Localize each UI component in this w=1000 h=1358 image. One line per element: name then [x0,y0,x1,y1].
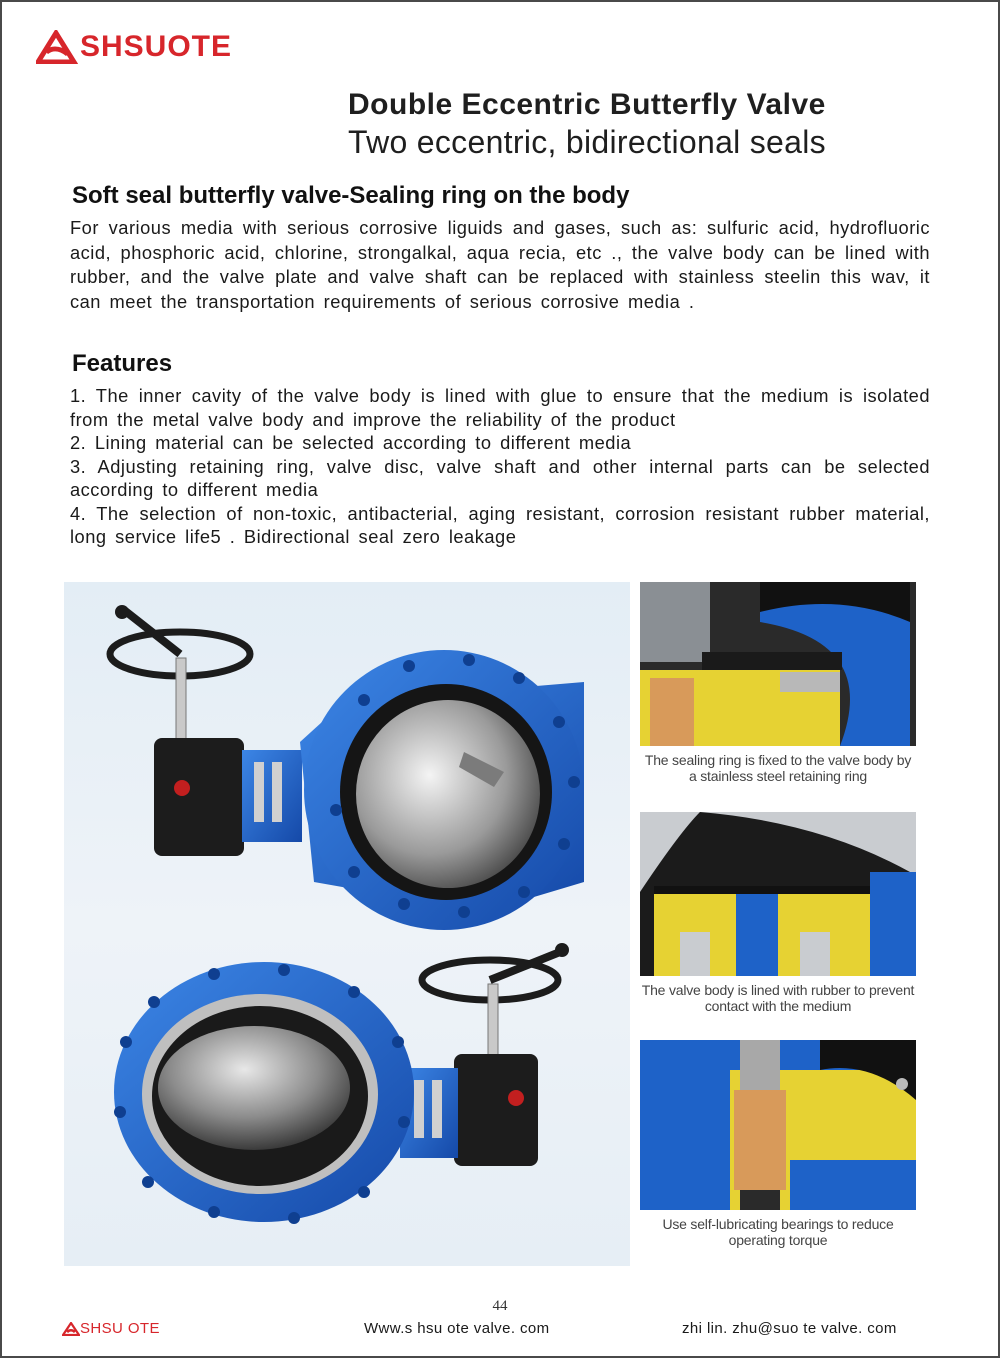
feature-item: 4. The selection of non-toxic, antibacterial, aging resistant, corrosion resistant rubber material, long service life5 . Bidirectional seal zero leakage [70,502,930,547]
footer-email[interactable]: zhi lin. zhu@suo te valve. com [682,1320,897,1337]
detail-bearings [640,1040,916,1262]
brand-triangle-icon [62,1322,80,1336]
section-heading-soft-seal: Soft seal butterfly valve-Sealing ring on the body [72,182,630,209]
brand-logo [36,30,232,64]
detail-caption: Use self-lubricating bearings to reduce operating torque [662,1216,894,1248]
product-photo [64,582,630,1266]
detail-retaining-ring [640,582,916,798]
footer-brand [62,1320,160,1337]
feature-item: 1. The inner cavity of the valve body is lined with glue to ensure that the medium is isolated from the metal valve body and improve the reliability of the product [70,385,930,430]
page-title: Double Eccentric Butterfly Valve [348,88,826,121]
detail-image [640,1040,916,1210]
features-list [70,384,930,549]
page-number: 44 [492,1298,508,1314]
detail-caption: The valve body is lined with rubber to prevent contact with the medium [641,982,915,1014]
upper-valve [110,605,584,930]
features-heading: Features [72,350,173,377]
detail-image [640,812,916,976]
butterfly-valve-illustration [64,582,630,1266]
page-subtitle: Two eccentric, bidirectional seals [348,124,826,160]
feature-item: 2. Lining material can be selected according to different media [70,432,632,453]
feature-item: 3. Adjusting retaining ring, valve disc, valve shaft and other internal parts can be selected according to different media [70,455,930,500]
footer-website[interactable]: Www.s hsu ote valve. com [364,1320,550,1337]
section-body-soft-seal: For various media with serious corrosive liguids and gases, such as: sulfuric acid, hydrofluoric acid, phosphoric acid, chlorine, strongalkal, aqua recia, etc ., the valve body can be lined with rubber, and the valve plate and valve shaft can be replaced with stainless steelin this wav, it can meet the transportation requirements of serious corrosive media . [70,217,930,312]
footer-brand-name: SHSU OTE [80,1320,160,1337]
detail-image [640,582,916,746]
detail-rubber-lining [640,812,916,1030]
detail-caption: The sealing ring is fixed to the valve body by a stainless steel retaining ring [644,752,912,784]
brand-name: SHSUOTE [80,30,233,63]
brand-triangle-icon [36,30,78,64]
lower-valve [114,943,569,1224]
